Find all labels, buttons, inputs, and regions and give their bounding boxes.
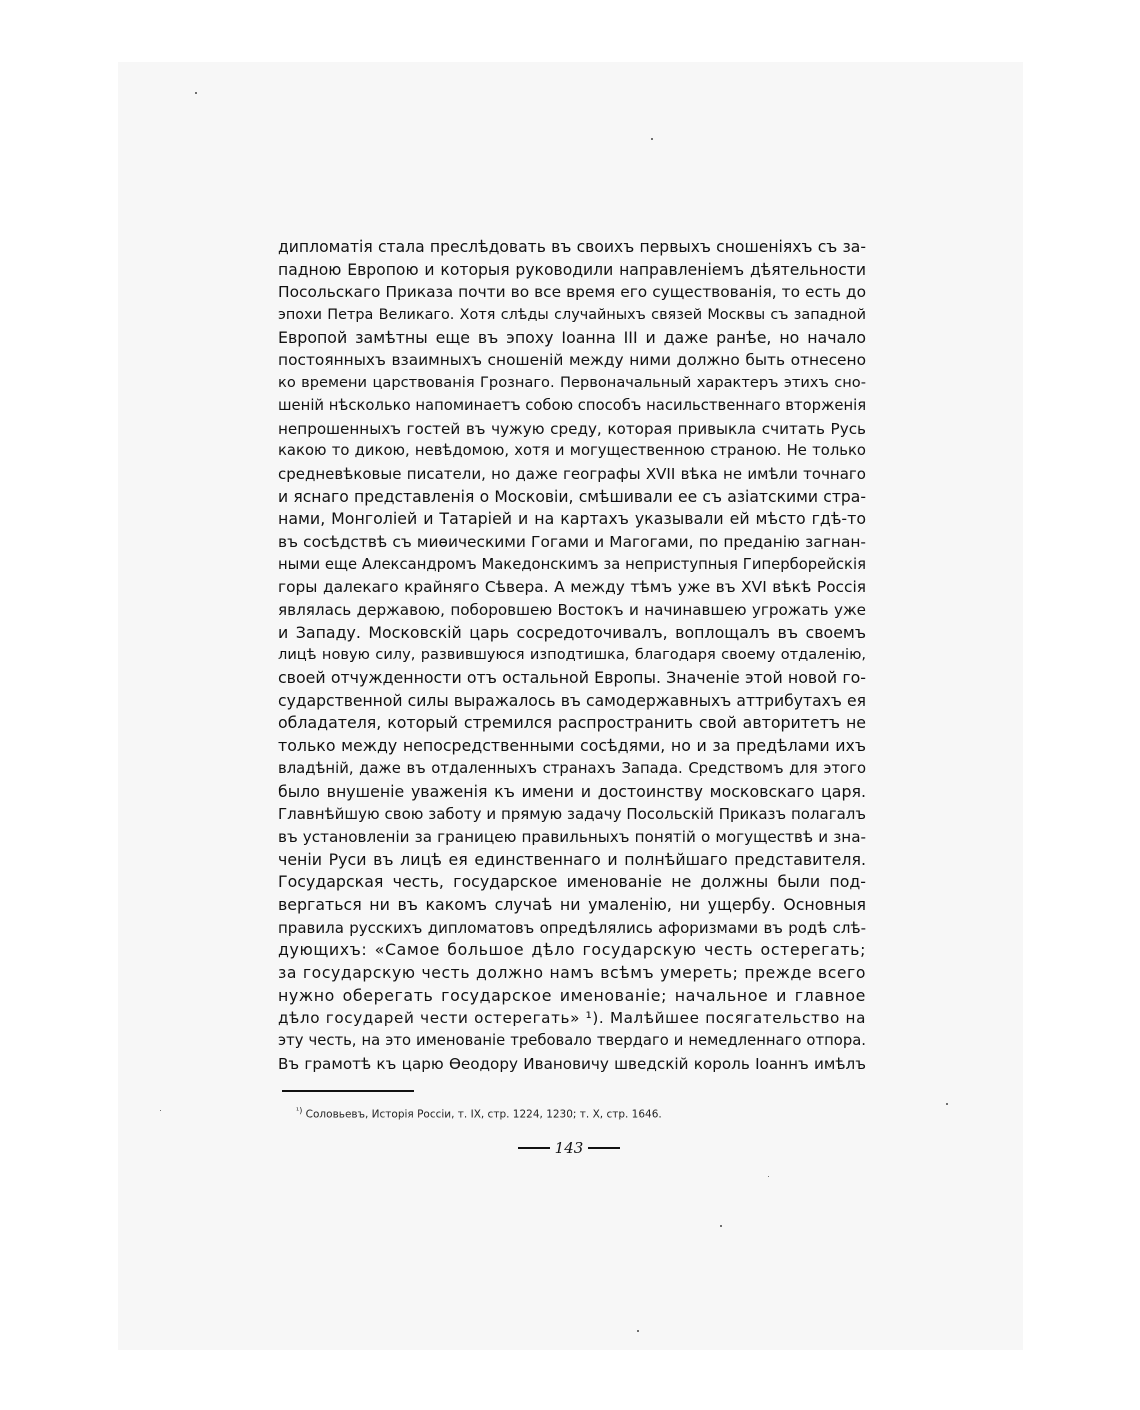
text-line: ными еще Александромъ Македонскимъ за неприступныя Гиперборейскія bbox=[278, 555, 866, 573]
text-line: Главнѣйшую свою заботу и прямую задачу Посольскій Приказъ полагалъ bbox=[278, 805, 866, 824]
text-line: правила русскихъ дипломатовъ опредѣлялись афоризмами въ родѣ слѣ- bbox=[278, 918, 866, 937]
text-line: какою то дикою, невѣдомою, хотя и могущественною страною. Не только bbox=[278, 442, 866, 460]
scan-speck bbox=[651, 138, 653, 140]
text-line: средневѣковые писатели, но даже географы XVII вѣка не имѣли точнаго bbox=[278, 464, 866, 483]
text-line: Въ грамотѣ къ царю Ѳеодору Ивановичу шведскій король Іоаннъ имѣлъ bbox=[278, 1054, 866, 1073]
text-line: дипломатія стала преслѣдовать въ своихъ первыхъ сношеніяхъ съ за- bbox=[278, 238, 866, 256]
text-line: только между непосредственными сосѣдями, но и за предѣлами ихъ bbox=[278, 736, 866, 756]
text-line: эпохи Петра Великаго. Хотя слѣды случайныхъ связей Москвы съ западной bbox=[278, 307, 866, 324]
page-number-value: 143 bbox=[554, 1139, 584, 1157]
scan-speck bbox=[637, 1330, 639, 1332]
footnote-marker: ¹) bbox=[296, 1106, 303, 1115]
text-line: ченіи Руси въ лицѣ ея единственнаго и полнѣйшаго представителя. bbox=[278, 849, 866, 869]
text-line: являлась державою, поборовшею Востокъ и начинавшею угрожать уже bbox=[278, 601, 866, 619]
footnote bbox=[296, 1106, 662, 1121]
text-line: сударственной силы выражалось въ самодержавныхъ аттрибутахъ ея bbox=[278, 691, 866, 710]
text-line: нужно оберегать государское именованіе; начальное и главное bbox=[278, 985, 866, 1005]
text-line: шеній нѣсколько напоминаетъ собою способъ насильственнаго вторженія bbox=[278, 396, 867, 414]
text-line: и Западу. Московскій царь сосредоточивалъ, воплощалъ въ своемъ bbox=[278, 622, 866, 642]
text-line: постоянныхъ взаимныхъ сношеній между ними должно быть отнесено bbox=[278, 351, 866, 370]
scan-speck bbox=[946, 1103, 948, 1105]
scan-speck bbox=[768, 1176, 769, 1177]
text-line: Европой замѣтны еще въ эпоху Іоанна III и даже ранѣе, но начало bbox=[278, 327, 866, 347]
text-line: лицѣ новую силу, развившуюся изподтишка, благодаря своему отдаленію, bbox=[278, 646, 866, 664]
page-number bbox=[510, 1136, 628, 1160]
text-line: дующихъ: «Самое большое дѣло государскую честь остерегать; bbox=[278, 940, 866, 960]
text-line: вергаться ни въ какомъ случаѣ ни умаленію, ни ущербу. Основныя bbox=[278, 894, 866, 914]
text-line: дѣло государей чести остерегать» ¹). Малѣйшее посягательство на bbox=[278, 1009, 866, 1028]
text-line: горы далекаго крайняго Сѣвера. А между тѣмъ уже въ XVI вѣкѣ Россія bbox=[278, 578, 866, 597]
text-line: было внушеніе уваженія къ имени и достоинству московскаго царя. bbox=[278, 781, 866, 801]
text-line: обладателя, который стремился распространить свой авторитетъ не bbox=[278, 713, 866, 733]
text-line: своей отчужденности отъ остальной Европы. Значеніе этой новой го- bbox=[278, 668, 866, 688]
text-line: владѣній, даже въ отдаленныхъ странахъ Запада. Средствомъ для этого bbox=[278, 759, 866, 777]
text-line: въ установленіи за границею правильныхъ понятій о могуществѣ и зна- bbox=[278, 827, 866, 846]
text-line: ко времени царствованія Грознаго. Первоначальный характеръ этихъ сно- bbox=[278, 374, 866, 392]
text-line: за государскую честь должно намъ всѣмъ умереть; прежде всего bbox=[278, 964, 866, 982]
text-line: Посольскаго Приказа почти во все время его существованія, то есть до bbox=[278, 283, 866, 302]
page-number-right-dash bbox=[588, 1147, 620, 1149]
scan-speck bbox=[160, 1110, 161, 1111]
body-text bbox=[278, 236, 866, 1075]
text-line: въ сосѣдствѣ съ миѳическими Гогами и Магогами, по преданію загнан- bbox=[278, 532, 866, 551]
text-line: нами, Монголіей и Татаріей и на картахъ указывали ей мѣсто гдѣ-то bbox=[278, 509, 866, 529]
scan-speck bbox=[195, 92, 197, 94]
text-line: Государская честь, государское именованіе не должны были под- bbox=[278, 872, 866, 892]
footnote-text: Соловьевъ, Исторія Россіи, т. IX, стр. 1224, 1230; т. X, стр. 1646. bbox=[305, 1108, 662, 1121]
text-line: падною Европою и которыя руководили направленіемъ дѣятельности bbox=[278, 260, 866, 279]
page-number-left-dash bbox=[518, 1147, 550, 1149]
text-line: эту честь, на это именованіе требовало твердаго и немедленнаго отпора. bbox=[278, 1032, 866, 1050]
text-line: непрошенныхъ гостей въ чужую среду, которая привыкла считать Русь bbox=[278, 419, 866, 438]
scan-speck bbox=[720, 1225, 722, 1227]
text-line: и яснаго представленія о Московіи, смѣшивали ее съ азіатскими стра- bbox=[278, 487, 866, 506]
footnote-rule bbox=[282, 1090, 414, 1092]
